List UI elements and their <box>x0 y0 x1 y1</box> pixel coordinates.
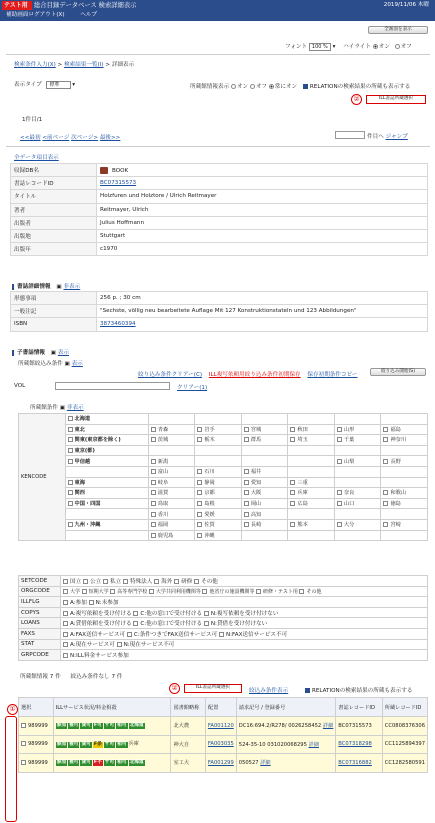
filter-checkbox[interactable] <box>63 653 68 658</box>
pref-checkbox[interactable] <box>383 459 388 464</box>
pref-checkbox[interactable] <box>151 469 156 474</box>
table-row: 鹿児島 沖縄 <box>19 530 428 541</box>
table-row: 甲信越 新潟 山梨 長野 <box>19 456 428 467</box>
filter-checkbox[interactable] <box>83 579 88 584</box>
pref-checkbox[interactable] <box>337 522 342 527</box>
prev-link[interactable]: <前ページ <box>42 135 70 141</box>
detail-link[interactable]: 詳細 <box>308 741 319 748</box>
table-row: 富山 石川 福井 <box>19 466 428 477</box>
header-date: 2019/11/06 木曜 <box>383 2 429 8</box>
jump-controls: 件目へ ジャンプ <box>367 134 408 140</box>
pref-checkbox[interactable] <box>383 501 388 506</box>
pref-checkbox[interactable] <box>197 427 202 432</box>
loc-id-link[interactable]: FA001120 <box>207 722 234 729</box>
chevron-down-icon: ▾ <box>332 44 336 50</box>
marker-one-box <box>5 716 17 822</box>
filter-checkbox[interactable] <box>63 579 68 584</box>
pref-checkbox[interactable] <box>197 512 202 517</box>
holdings-table <box>18 697 428 773</box>
table-row: 東海 岐阜 静岡 愛知 三重 <box>19 477 428 488</box>
table-row: LOANS A:貸借依頼を受け付ける C:他の窓口で受け付ける N:貸借を受け付けない <box>19 618 428 629</box>
relation-checkbox[interactable] <box>305 688 310 693</box>
first-link[interactable]: <<最初 <box>20 135 41 141</box>
table-header: 選択 ILLサービス状況/料金相殺 図書館略称 配置 請求記号 / 登録番号 書誌レコードID 所蔵レコードID <box>19 698 428 717</box>
region-checkbox[interactable] <box>68 416 73 421</box>
filter-checkbox[interactable] <box>133 621 138 626</box>
display-type-select[interactable]: 標準 <box>46 81 70 89</box>
filter-checkbox[interactable] <box>117 642 122 647</box>
pref-checkbox[interactable] <box>151 533 156 538</box>
toggle-icon: ▣ <box>64 361 70 367</box>
pref-checkbox[interactable] <box>383 437 388 442</box>
pref-checkbox[interactable] <box>337 501 342 506</box>
region-checkbox[interactable] <box>68 437 73 442</box>
pref-checkbox[interactable] <box>151 512 156 517</box>
highlight-off-radio[interactable] <box>395 44 400 49</box>
detail-link[interactable]: 詳細 <box>260 760 271 767</box>
pref-checkbox[interactable] <box>244 512 249 517</box>
breadcrumb-search-input[interactable]: 検索条件入力(X) <box>14 62 56 68</box>
table-row: 東北 青森 岩手 宮城 秋田 山形 福島 <box>19 424 428 435</box>
isbn-link[interactable]: 3873460394 <box>100 321 136 328</box>
display-type: 表示タイプ 標準 ▾ <box>14 82 76 88</box>
pref-checkbox[interactable] <box>383 427 388 432</box>
pref-checkbox[interactable] <box>290 480 295 485</box>
filter-checkbox[interactable] <box>194 579 199 584</box>
filter-checkbox[interactable] <box>63 589 68 594</box>
table-row: SETCODE 国立 公立 私立 特殊法人 海外 研修 その他 <box>19 576 428 587</box>
vol-clear-link[interactable]: クリアー(1) <box>177 385 208 391</box>
pager <box>20 133 120 141</box>
holding-cond-header: 所蔵館条件 ▣ 非表示 <box>30 405 84 411</box>
table-row: 関東(東京都を除く) 茨城 栃木 群馬 埼玉 千葉 神奈川 <box>19 435 428 446</box>
ill-select-button[interactable]: ILL書誌所蔵選択 <box>366 95 426 104</box>
filter-checkbox[interactable] <box>133 611 138 616</box>
detail-link[interactable]: 詳細 <box>322 723 334 730</box>
table-row: 989999 参加 複可 貸可 F不 サ可 相可 北海道 室工大 FA001299 050527 詳細 BC07316882 CC1282580591 <box>19 754 428 773</box>
jump-link[interactable]: ジャンプ <box>385 134 408 140</box>
bib-detail-toggle[interactable]: 非表示 <box>63 284 81 290</box>
table-row: 九州・沖縄 福岡 佐賀 長崎 熊本 大分 宮崎 <box>19 519 428 530</box>
pref-checkbox[interactable] <box>151 459 156 464</box>
filter-toggle[interactable]: 表示 <box>71 361 83 367</box>
saved-copy-link[interactable]: 保存初期条件コピー <box>307 372 358 378</box>
pref-checkbox[interactable] <box>151 490 156 495</box>
all-data-link[interactable]: 全データ項目表示 <box>14 155 59 161</box>
table-row: 書誌レコードID BC07315573 <box>11 177 428 190</box>
chevron-down-icon: ▾ <box>72 82 76 88</box>
header-menu <box>6 11 97 20</box>
holdings-always-radio[interactable] <box>269 84 274 89</box>
pref-checkbox[interactable] <box>337 459 342 464</box>
holdings-on-radio[interactable] <box>231 84 236 89</box>
holdings-relation: RELATIONの検索結果の所蔵も表示する <box>305 686 412 694</box>
book-icon <box>100 167 108 174</box>
pref-checkbox[interactable] <box>197 490 202 495</box>
filter-checkbox[interactable] <box>204 621 209 626</box>
pref-checkbox[interactable] <box>290 522 295 527</box>
filter-checkbox[interactable] <box>202 589 207 594</box>
filter-checkbox[interactable] <box>82 589 87 594</box>
last-link[interactable]: 最後>> <box>99 135 121 141</box>
child-header: 子書誌情報 ▣ 表示 <box>12 348 69 356</box>
kencode-table <box>18 413 428 541</box>
filter-checkbox[interactable] <box>174 579 179 584</box>
row-select-checkbox[interactable] <box>21 760 26 765</box>
pref-checkbox[interactable] <box>244 437 249 442</box>
pref-checkbox[interactable] <box>151 501 156 506</box>
pref-checkbox[interactable] <box>244 480 249 485</box>
pref-checkbox[interactable] <box>197 522 202 527</box>
pref-checkbox[interactable] <box>383 522 388 527</box>
table-row: ISBN 3873460394 <box>11 318 428 331</box>
marker-two: ② <box>169 683 180 694</box>
relation-checkbox[interactable] <box>303 84 308 89</box>
record-table <box>10 163 428 256</box>
pref-checkbox[interactable] <box>151 437 156 442</box>
toggle-icon: ▣ <box>56 284 62 290</box>
filter-clear-link[interactable]: 絞り込み条件クリアー(C) <box>138 372 203 378</box>
holding-cond-toggle[interactable]: 非表示 <box>66 405 84 411</box>
holdings-display-control: 所蔵館情報表示 オン オフ 常にオン RELATIONの検索結果の所蔵も表示する <box>190 84 411 90</box>
pref-checkbox[interactable] <box>337 437 342 442</box>
table-row: 出版者 Julius Hoffmann <box>11 216 428 229</box>
region-checkbox[interactable] <box>68 490 73 495</box>
table-row: 著者 Reitmayer, Ulrich <box>11 203 428 216</box>
table-row: 香川 愛媛 高知 <box>19 509 428 520</box>
table-row: 形態事項 256 p. ; 30 cm <box>11 292 428 305</box>
ill-save-link[interactable]: ILL複写依頼用絞り込み条件初期保存 <box>208 372 301 378</box>
pref-checkbox[interactable] <box>337 490 342 495</box>
pref-checkbox[interactable] <box>197 501 202 506</box>
region-checkbox[interactable] <box>68 522 73 527</box>
pref-checkbox[interactable] <box>197 469 202 474</box>
breadcrumb-results[interactable]: 検索結果一覧(I) <box>64 62 104 68</box>
filter-checkbox[interactable] <box>63 600 68 605</box>
pref-checkbox[interactable] <box>151 480 156 485</box>
table-row: FAXS A:FAX送信サービス可 C:条件つきでFAX送信サービス可 N:FAX送信サービス不可 <box>19 628 428 639</box>
toggle-icon: ▣ <box>59 405 66 411</box>
filter-checkbox[interactable] <box>127 632 132 637</box>
breadcrumb: 検索条件入力(X) > 検索結果一覧(I) > 詳細表示 <box>14 62 135 68</box>
divider <box>6 54 430 55</box>
table-row: 989999 参加 複可 貸可 F可 サ可 相可 北海道 北大農 FA001120 DC16:694.2/R278/ 0026258452 詳細 BC07315573 CC0808376306 <box>19 717 428 736</box>
pref-checkbox[interactable] <box>151 427 156 432</box>
table-row: 東京(都) <box>19 445 428 456</box>
row-select-checkbox[interactable] <box>21 723 26 728</box>
filter-checkbox[interactable] <box>149 589 154 594</box>
pref-checkbox[interactable] <box>290 501 295 506</box>
vol-input[interactable] <box>55 382 170 390</box>
ill-select-button-bottom[interactable]: ILL書誌所蔵選択 <box>184 684 242 693</box>
pref-checkbox[interactable] <box>197 437 202 442</box>
region-checkbox[interactable] <box>68 459 73 464</box>
filter-show-link[interactable]: 絞込み条件表示 <box>249 688 289 694</box>
pref-checkbox[interactable] <box>244 490 249 495</box>
filter-checkbox[interactable] <box>204 611 209 616</box>
loc-id-link[interactable]: FA003035 <box>207 741 234 748</box>
bib-detail-header: 書誌詳細情報 ▣ 非表示 <box>12 282 80 290</box>
bib-id-link[interactable]: BC07315573 <box>100 180 137 187</box>
filter-start-button[interactable]: 絞り込み開始(S) <box>370 368 426 376</box>
filter-checkbox[interactable] <box>299 589 304 594</box>
filter-header: 所蔵館絞込み条件 ▣ 表示 <box>18 361 83 367</box>
pref-checkbox[interactable] <box>290 490 295 495</box>
divider <box>6 146 430 147</box>
toggle-icon: ▣ <box>50 350 57 356</box>
test-badge: テスト用 <box>2 1 32 10</box>
table-row: GRPCODE N:ILL料金サービス参加 <box>19 650 428 661</box>
table-row: 出版地 Stuttgart <box>11 229 428 242</box>
app-title: 総合目録データベース 検索詳細表示 <box>34 2 137 9</box>
filter-checkbox[interactable] <box>256 589 261 594</box>
table-row: COPYS A:複写依頼を受け付ける C:他の窓口で受け付ける N:複写依頼を受け付けない <box>19 607 428 618</box>
pref-checkbox[interactable] <box>151 522 156 527</box>
table-row: 中国・四国 鳥取 島根 岡山 広島 山口 徳島 <box>19 498 428 509</box>
fullscreen-button[interactable]: 全画面を表示 <box>368 26 428 34</box>
logout-link[interactable]: 補助画面ログアウト(X) <box>6 12 65 18</box>
filter-checkbox[interactable] <box>110 589 115 594</box>
highlight-on-radio[interactable] <box>373 44 378 49</box>
marker-one: ① <box>7 704 18 715</box>
region-checkbox[interactable] <box>68 480 73 485</box>
filter-checkbox[interactable] <box>89 600 94 605</box>
vol-label: VOL <box>14 383 26 389</box>
bib-detail-table <box>10 291 428 332</box>
region-checkbox[interactable] <box>68 427 73 432</box>
region-checkbox[interactable] <box>68 448 73 453</box>
jump-input[interactable] <box>335 131 365 139</box>
filter-checkbox[interactable] <box>63 642 68 647</box>
record-count: 1件目/1 <box>22 117 43 123</box>
font-size-select[interactable]: 100 % <box>309 43 331 51</box>
holdings-count: 所蔵館情報 7 件 絞込み条件なし 7 件 <box>20 674 123 680</box>
loc-id-link[interactable]: FA001299 <box>207 759 234 766</box>
next-link[interactable]: 次ページ> <box>71 135 99 141</box>
table-row: ORGCODE 大学 短期大学 高等専門学校 大学共同利用機関等 他省庁の施設機関等 研修・テスト用 その他 <box>19 586 428 597</box>
filter-table <box>18 575 428 661</box>
pref-checkbox[interactable] <box>197 480 202 485</box>
filter-checkbox[interactable] <box>103 579 108 584</box>
pref-checkbox[interactable] <box>244 522 249 527</box>
table-row: KENCODE 北海道 <box>19 414 428 425</box>
filter-checkbox[interactable] <box>219 632 224 637</box>
region-checkbox[interactable] <box>68 501 73 506</box>
holdings-off-radio[interactable] <box>250 84 255 89</box>
table-row: 関西 滋賀 京都 大阪 兵庫 奈良 和歌山 <box>19 488 428 499</box>
pref-checkbox[interactable] <box>197 533 202 538</box>
pref-checkbox[interactable] <box>244 501 249 506</box>
child-toggle[interactable]: 表示 <box>57 350 70 356</box>
table-row: 989999 参加 複可 貸可 F条 サ可 相可 兵庫 神大自 FA003035 524-35-10 031020068295 詳細 BC07318298 CC1125894397 <box>19 735 428 754</box>
pref-checkbox[interactable] <box>244 469 249 474</box>
table-row: ILLFLG A:参加 N:未参加 <box>19 597 428 608</box>
table-row: 一般注記 "Sechste, völlig neu bearbeitete Auflage Mit 127 Konstruktionstateln und 123 Abbildungen" <box>11 305 428 318</box>
table-row: STAT A:現在サービス可 N:現在サービス不可 <box>19 639 428 650</box>
filter-checkbox[interactable] <box>154 579 159 584</box>
filter-checkbox[interactable] <box>63 621 68 626</box>
filter-checkbox[interactable] <box>63 632 68 637</box>
marker-two: ② <box>351 94 362 105</box>
table-row: 収録DB名 BOOK <box>11 164 428 177</box>
help-link[interactable]: ヘルプ <box>80 12 98 18</box>
filter-checkbox[interactable] <box>63 611 68 616</box>
font-control: フォント 100 % ▾ ハイライト オン オフ <box>285 44 412 50</box>
table-row: 出版年 c1970 <box>11 243 428 256</box>
pref-checkbox[interactable] <box>337 427 342 432</box>
bib-id-link[interactable]: BC07316882 <box>338 759 372 766</box>
pref-checkbox[interactable] <box>244 427 249 432</box>
table-row: タイトル Holzfuren und Holztore / Ulrich Reitmayer <box>11 190 428 203</box>
filter-checkbox[interactable] <box>123 579 128 584</box>
row-select-checkbox[interactable] <box>21 741 26 746</box>
bib-id-link[interactable]: BC07318298 <box>338 741 372 748</box>
filter-actions <box>138 370 358 378</box>
pref-checkbox[interactable] <box>290 427 295 432</box>
pref-checkbox[interactable] <box>290 437 295 442</box>
breadcrumb-current: 詳細表示 <box>111 62 135 68</box>
pref-checkbox[interactable] <box>383 490 388 495</box>
